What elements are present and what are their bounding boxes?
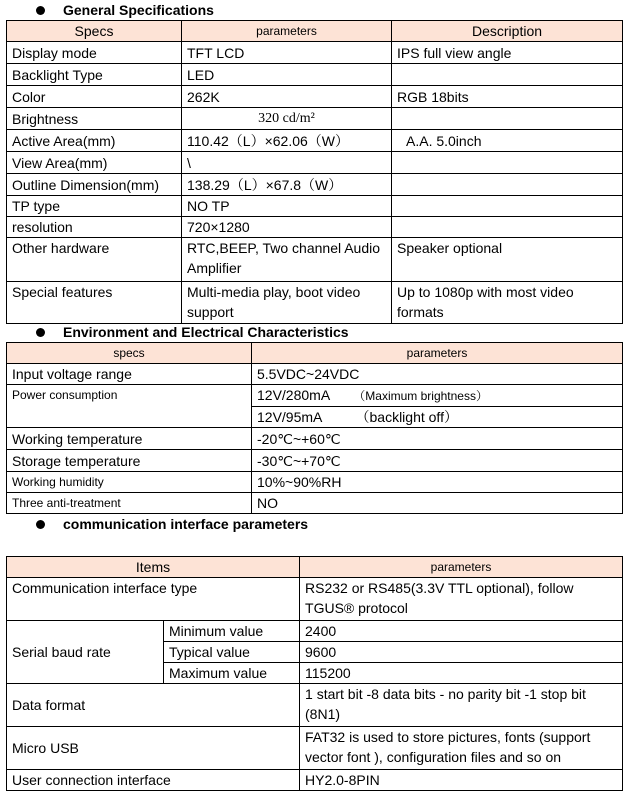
- cell-spec: TP type: [7, 196, 182, 217]
- cell-spec: resolution: [7, 217, 182, 238]
- table-row: [7, 621, 623, 642]
- cell-desc: [392, 196, 623, 217]
- table-row: [7, 42, 623, 64]
- header-parameters: parameters: [182, 21, 392, 42]
- cell-spec: Input voltage range: [7, 364, 252, 385]
- cell-spec: Backlight Type: [7, 64, 182, 86]
- cell-spec: Active Area(mm): [7, 130, 182, 152]
- environment-title: Environment and Electrical Characteristics: [63, 324, 349, 340]
- cell-desc: IPS full view angle: [392, 42, 623, 64]
- cell-sub-spec: Minimum value: [164, 621, 300, 642]
- environment-heading: [0, 322, 349, 342]
- header-items: Items: [7, 557, 300, 578]
- bullet-icon: [36, 328, 45, 337]
- cell-param: \: [182, 152, 392, 174]
- cell-sub-spec: Typical value: [164, 642, 300, 663]
- table-header-row: [7, 21, 623, 42]
- cell-spec: Power consumption: [7, 385, 252, 428]
- communication-table: [6, 556, 623, 791]
- cell-spec: Working humidity: [7, 472, 252, 493]
- cell-desc: [392, 152, 623, 174]
- table-row: [7, 385, 623, 407]
- cell-spec: Storage temperature: [7, 450, 252, 472]
- general-spec-table: [6, 20, 623, 324]
- cell-spec: Three anti-treatment: [7, 493, 252, 514]
- cell-spec: Color: [7, 86, 182, 108]
- cell-spec: Display mode: [7, 42, 182, 64]
- cell-param: RTC,BEEP, Two channel Audio Amplifier: [182, 238, 392, 282]
- communication-heading: [0, 514, 308, 534]
- cell-param: 9600: [300, 642, 623, 663]
- cell-desc: RGB 18bits: [392, 86, 623, 108]
- cell-param: NO TP: [182, 196, 392, 217]
- header-specs: Specs: [7, 21, 182, 42]
- header-specs: specs: [7, 343, 252, 364]
- cell-desc: Up to 1080p with most video formats: [392, 282, 623, 324]
- cell-spec: User connection interface: [7, 770, 300, 791]
- power-max-value: 12V/280mA: [257, 387, 330, 403]
- table-row: [7, 770, 623, 791]
- environment-table: [6, 342, 623, 514]
- cell-desc: [392, 217, 623, 238]
- cell-param: HY2.0-8PIN: [300, 770, 623, 791]
- table-row: [7, 578, 623, 621]
- cell-param: Multi-media play, boot video support: [182, 282, 392, 324]
- table-row: [7, 364, 623, 385]
- table-row: [7, 152, 623, 174]
- cell-spec: Working temperature: [7, 428, 252, 450]
- cell-param: 5.5VDC~24VDC: [252, 364, 623, 385]
- cell-param: TFT LCD: [182, 42, 392, 64]
- cell-spec: Serial baud rate: [7, 621, 164, 684]
- cell-param: [252, 385, 623, 407]
- power-max-note: （Maximum brightness）: [353, 389, 488, 403]
- cell-desc: [392, 64, 623, 86]
- bullet-icon: [36, 520, 45, 529]
- cell-spec: Other hardware: [7, 238, 182, 282]
- cell-param: [252, 407, 623, 428]
- table-row: [7, 86, 623, 108]
- table-row: [7, 130, 623, 152]
- table-row: [7, 493, 623, 514]
- cell-param: -20℃~+60℃: [252, 428, 623, 450]
- cell-desc: [392, 174, 623, 196]
- table-row: [7, 174, 623, 196]
- header-description: Description: [392, 21, 623, 42]
- cell-param: 320 cd/m²: [182, 108, 392, 130]
- table-row: [7, 108, 623, 130]
- cell-param: 110.42（L）×62.06（W）: [182, 130, 392, 152]
- cell-spec: View Area(mm): [7, 152, 182, 174]
- bullet-icon: [36, 6, 45, 15]
- table-row: [7, 238, 623, 282]
- header-parameters: parameters: [252, 343, 623, 364]
- cell-desc: Speaker optional: [392, 238, 623, 282]
- cell-spec: Special features: [7, 282, 182, 324]
- cell-param: 262K: [182, 86, 392, 108]
- cell-param: 138.29（L）×67.8（W）: [182, 174, 392, 196]
- table-row: [7, 472, 623, 493]
- cell-param: LED: [182, 64, 392, 86]
- cell-sub-spec: Maximum value: [164, 663, 300, 684]
- table-row: [7, 196, 623, 217]
- general-spec-title: General Specifications: [63, 2, 214, 18]
- table-row: [7, 684, 623, 727]
- cell-spec: Communication interface type: [7, 578, 300, 621]
- table-header-row: [7, 343, 623, 364]
- communication-title: communication interface parameters: [63, 516, 309, 532]
- table-row: [7, 282, 623, 324]
- cell-param: 2400: [300, 621, 623, 642]
- cell-spec: Data format: [7, 684, 300, 727]
- cell-param: -30℃~+70℃: [252, 450, 623, 472]
- table-row: [7, 64, 623, 86]
- general-spec-heading: [0, 0, 214, 20]
- table-header-row: [7, 557, 623, 578]
- table-row: [7, 450, 623, 472]
- cell-param: 1 start bit -8 data bits - no parity bit -1 stop bit (8N1): [300, 684, 623, 727]
- table-row: [7, 727, 623, 770]
- cell-desc: A.A. 5.0inch: [392, 130, 623, 152]
- cell-spec: Micro USB: [7, 727, 300, 770]
- cell-param: 10%~90%RH: [252, 472, 623, 493]
- cell-param: NO: [252, 493, 623, 514]
- table-row: [7, 217, 623, 238]
- power-off-value: 12V/95mA: [257, 409, 322, 425]
- cell-param: 115200: [300, 663, 623, 684]
- header-parameters: parameters: [300, 557, 623, 578]
- cell-param: FAT32 is used to store pictures, fonts (support vector font ), configuration files and so on: [300, 727, 623, 770]
- cell-param: 720×1280: [182, 217, 392, 238]
- table-row: [7, 428, 623, 450]
- cell-spec: Brightness: [7, 108, 182, 130]
- power-off-note: （backlight off）: [355, 409, 458, 425]
- cell-spec: Outline Dimension(mm): [7, 174, 182, 196]
- cell-param: RS232 or RS485(3.3V TTL optional), follow TGUS® protocol: [300, 578, 623, 621]
- cell-desc: [392, 108, 623, 130]
